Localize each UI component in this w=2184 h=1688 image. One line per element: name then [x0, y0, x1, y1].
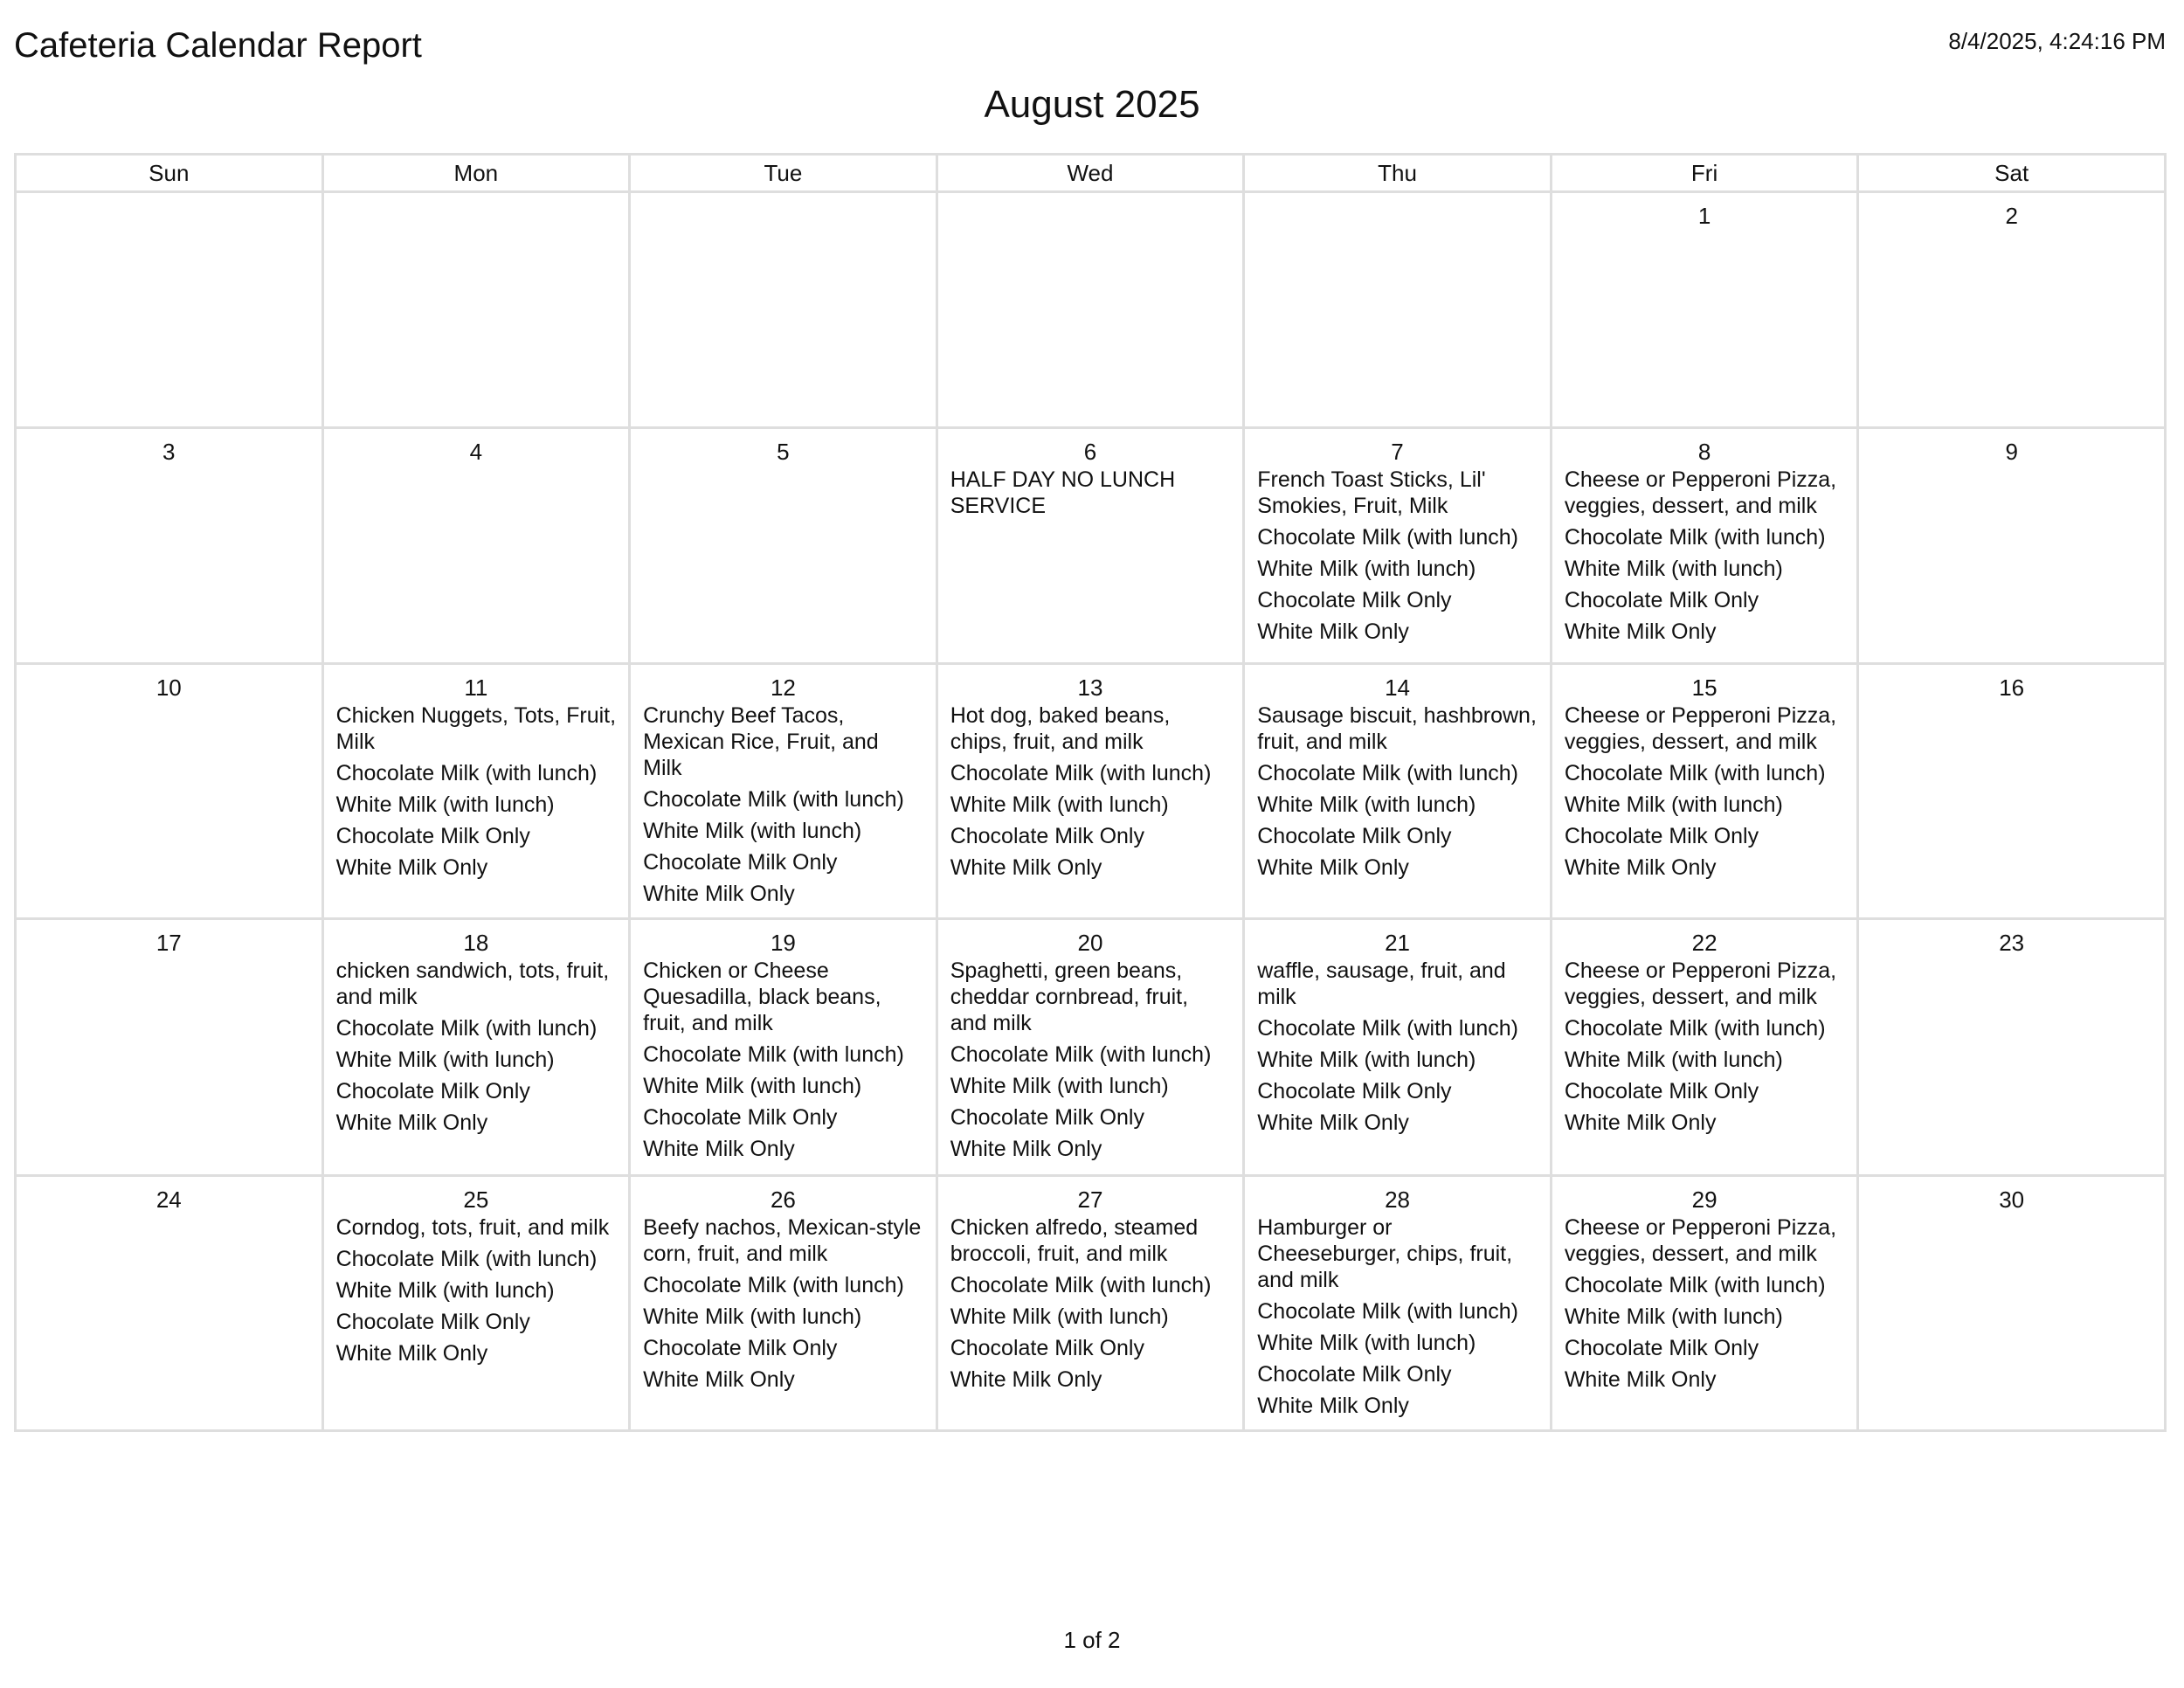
- milk-option: White Milk (with lunch): [1564, 1048, 1783, 1072]
- milk-option: Chocolate Milk Only: [1564, 588, 1759, 612]
- menu-item: Cheese or Pepperoni Pizza, veggies, dessert, and milk: [1564, 467, 1837, 518]
- day-cell: [936, 919, 1244, 1176]
- page-number: 1 of 2: [1063, 1627, 1121, 1653]
- milk-option: Chocolate Milk Only: [643, 1336, 838, 1360]
- day-cell: [1551, 664, 1858, 919]
- day-number: 18: [463, 930, 489, 956]
- milk-option: Chocolate Milk (with lunch): [643, 1042, 904, 1067]
- weekday-header-wed: Wed: [936, 155, 1244, 192]
- menu-item: Chicken Nuggets, Tots, Fruit, Milk: [335, 703, 617, 754]
- week-row: [16, 1176, 2166, 1431]
- day-cell: [16, 664, 323, 919]
- milk-option: White Milk Only: [1564, 1367, 1717, 1392]
- day-cell: [16, 192, 323, 428]
- day-number: 9: [2005, 439, 2018, 465]
- day-number: 13: [1077, 675, 1103, 701]
- milk-option: White Milk Only: [1564, 855, 1717, 880]
- menu-item: chicken sandwich, tots, fruit, and milk: [335, 958, 610, 1009]
- milk-option: White Milk Only: [643, 1137, 795, 1161]
- day-number: 26: [770, 1186, 796, 1213]
- milk-option: White Milk Only: [950, 1137, 1102, 1161]
- menu-item: Hamburger or Cheeseburger, chips, fruit, and milk: [1257, 1215, 1513, 1292]
- milk-option: Chocolate Milk (with lunch): [335, 761, 598, 785]
- milk-option: Chocolate Milk Only: [335, 1079, 530, 1103]
- milk-option: Chocolate Milk Only: [1257, 588, 1452, 612]
- menu-item: waffle, sausage, fruit, and milk: [1257, 958, 1506, 1009]
- milk-option: White Milk (with lunch): [335, 1048, 555, 1072]
- day-cell: [936, 192, 1244, 428]
- milk-option: Chocolate Milk Only: [1564, 824, 1759, 848]
- weekday-header-sun: Sun: [16, 155, 323, 192]
- milk-option: Chocolate Milk Only: [643, 850, 838, 875]
- day-cell: [1858, 192, 2166, 428]
- day-cell: [322, 919, 630, 1176]
- day-cell: [322, 192, 630, 428]
- day-number: 27: [1077, 1186, 1103, 1213]
- day-cell: [322, 428, 630, 664]
- report-timestamp: 8/4/2025, 4:24:16 PM: [1948, 28, 2166, 54]
- day-number: 7: [1391, 439, 1404, 465]
- milk-option: Chocolate Milk Only: [1257, 1362, 1452, 1387]
- day-number: 11: [464, 675, 488, 701]
- milk-option: White Milk (with lunch): [1257, 557, 1476, 581]
- menu-item: Hot dog, baked beans, chips, fruit, and milk: [950, 703, 1171, 754]
- milk-option: Chocolate Milk (with lunch): [1257, 1016, 1518, 1041]
- milk-option: White Milk Only: [1257, 1394, 1409, 1418]
- day-number: 28: [1385, 1186, 1410, 1213]
- milk-option: Chocolate Milk (with lunch): [950, 1273, 1212, 1297]
- milk-option: Chocolate Milk (with lunch): [643, 787, 904, 812]
- day-cell: [936, 1176, 1244, 1431]
- milk-option: White Milk Only: [335, 1341, 488, 1366]
- milk-option: Chocolate Milk (with lunch): [643, 1273, 904, 1297]
- day-cell: [630, 919, 937, 1176]
- milk-option: White Milk (with lunch): [335, 792, 555, 817]
- day-cell: [1244, 1176, 1552, 1431]
- menu-item: Chicken alfredo, steamed broccoli, fruit, and milk: [950, 1215, 1199, 1266]
- weekday-header-mon: Mon: [322, 155, 630, 192]
- week-row: [16, 192, 2166, 428]
- milk-option: White Milk Only: [1564, 1110, 1717, 1135]
- day-number: 2: [2005, 203, 2018, 229]
- milk-option: Chocolate Milk (with lunch): [1564, 525, 1826, 550]
- day-cell: [16, 428, 323, 664]
- day-number: 20: [1077, 930, 1103, 956]
- week-row: [16, 919, 2166, 1176]
- calendar-body: [16, 192, 2166, 1431]
- milk-option: White Milk (with lunch): [335, 1278, 555, 1303]
- calendar-grid: [14, 153, 2167, 1432]
- day-cell: [1858, 919, 2166, 1176]
- weekday-header-row: [16, 155, 2166, 192]
- milk-option: White Milk Only: [950, 855, 1102, 880]
- milk-option: Chocolate Milk Only: [950, 824, 1144, 848]
- milk-option: Chocolate Milk (with lunch): [1564, 1273, 1826, 1297]
- milk-option: White Milk Only: [950, 1367, 1102, 1392]
- menu-item: Chicken or Cheese Quesadilla, black beans, fruit, and milk: [643, 958, 881, 1035]
- day-cell: [1244, 919, 1552, 1176]
- milk-option: White Milk Only: [1257, 619, 1409, 644]
- milk-option: White Milk Only: [643, 882, 795, 906]
- milk-option: White Milk (with lunch): [1564, 792, 1783, 817]
- day-number: 30: [1999, 1186, 2025, 1213]
- day-cell: [630, 192, 937, 428]
- weekday-header-thu: Thu: [1244, 155, 1552, 192]
- weekday-header-tue: Tue: [630, 155, 937, 192]
- milk-option: White Milk Only: [1257, 855, 1409, 880]
- milk-option: White Milk Only: [335, 1110, 488, 1135]
- day-cell: [16, 1176, 323, 1431]
- day-number: 5: [777, 439, 790, 465]
- day-number: 4: [469, 439, 483, 465]
- day-cell: [1858, 664, 2166, 919]
- day-cell: [1858, 1176, 2166, 1431]
- day-number: 6: [1083, 439, 1097, 465]
- milk-option: White Milk (with lunch): [643, 819, 862, 843]
- day-number: 10: [156, 675, 182, 701]
- milk-option: Chocolate Milk (with lunch): [1564, 761, 1826, 785]
- menu-item: Sausage biscuit, hashbrown, fruit, and milk: [1257, 703, 1537, 754]
- day-cell: [630, 1176, 937, 1431]
- milk-option: White Milk Only: [1564, 619, 1717, 644]
- milk-option: White Milk (with lunch): [950, 1074, 1169, 1098]
- milk-option: Chocolate Milk (with lunch): [335, 1247, 598, 1271]
- milk-option: Chocolate Milk (with lunch): [1257, 761, 1518, 785]
- milk-option: White Milk Only: [1257, 1110, 1409, 1135]
- menu-item: HALF DAY NO LUNCH SERVICE: [950, 467, 1176, 518]
- milk-option: White Milk (with lunch): [1564, 557, 1783, 581]
- milk-option: Chocolate Milk Only: [335, 1310, 530, 1334]
- day-number: 23: [1999, 930, 2025, 956]
- weekday-header-sat: Sat: [1858, 155, 2166, 192]
- milk-option: White Milk (with lunch): [1257, 1048, 1476, 1072]
- day-cell: [630, 664, 937, 919]
- milk-option: Chocolate Milk Only: [1257, 824, 1452, 848]
- milk-option: Chocolate Milk (with lunch): [1257, 525, 1518, 550]
- menu-item: Spaghetti, green beans, cheddar cornbread, fruit, and milk: [950, 958, 1189, 1035]
- milk-option: Chocolate Milk Only: [643, 1105, 838, 1130]
- day-number: 19: [770, 930, 796, 956]
- milk-option: Chocolate Milk (with lunch): [335, 1016, 598, 1041]
- milk-option: White Milk (with lunch): [950, 792, 1169, 817]
- report-title: Cafeteria Calendar Report: [14, 26, 422, 65]
- menu-item: Beefy nachos, Mexican-style corn, fruit, and milk: [643, 1215, 922, 1266]
- day-cell: [630, 428, 937, 664]
- milk-option: White Milk (with lunch): [1564, 1304, 1783, 1329]
- day-cell: [1858, 428, 2166, 664]
- menu-item: Cheese or Pepperoni Pizza, veggies, dessert, and milk: [1564, 958, 1837, 1009]
- milk-option: Chocolate Milk (with lunch): [1257, 1299, 1518, 1324]
- day-cell: [16, 919, 323, 1176]
- day-cell: [936, 664, 1244, 919]
- milk-option: White Milk (with lunch): [643, 1074, 862, 1098]
- menu-item: Cheese or Pepperoni Pizza, veggies, dessert, and milk: [1564, 1215, 1837, 1266]
- milk-option: Chocolate Milk Only: [335, 824, 530, 848]
- milk-option: White Milk (with lunch): [1257, 1331, 1476, 1355]
- milk-option: Chocolate Milk Only: [950, 1105, 1144, 1130]
- menu-item: Crunchy Beef Tacos, Mexican Rice, Fruit, and Milk: [643, 703, 879, 780]
- day-number: 24: [156, 1186, 182, 1213]
- milk-option: Chocolate Milk Only: [1564, 1336, 1759, 1360]
- menu-item: Corndog, tots, fruit, and milk: [335, 1215, 610, 1240]
- day-number: 14: [1385, 675, 1410, 701]
- day-number: 12: [770, 675, 796, 701]
- day-number: 15: [1691, 675, 1717, 701]
- milk-option: White Milk Only: [335, 855, 488, 880]
- milk-option: White Milk (with lunch): [950, 1304, 1169, 1329]
- day-cell: [1551, 1176, 1858, 1431]
- milk-option: White Milk Only: [643, 1367, 795, 1392]
- day-number: 22: [1691, 930, 1717, 956]
- milk-option: Chocolate Milk Only: [1564, 1079, 1759, 1103]
- day-cell: [322, 1176, 630, 1431]
- day-cell: [1551, 428, 1858, 664]
- day-cell: [1551, 192, 1858, 428]
- day-number: 3: [162, 439, 176, 465]
- week-row: [16, 664, 2166, 919]
- day-number: 21: [1385, 930, 1410, 956]
- day-cell: [1244, 664, 1552, 919]
- weekday-header-fri: Fri: [1551, 155, 1858, 192]
- day-number: 29: [1691, 1186, 1717, 1213]
- menu-item: French Toast Sticks, Lil' Smokies, Fruit, Milk: [1257, 467, 1486, 518]
- day-cell: [322, 664, 630, 919]
- day-number: 17: [156, 930, 182, 956]
- milk-option: White Milk (with lunch): [643, 1304, 862, 1329]
- day-cell: [1244, 192, 1552, 428]
- milk-option: Chocolate Milk Only: [1257, 1079, 1452, 1103]
- day-number: 25: [463, 1186, 489, 1213]
- day-number: 1: [1697, 203, 1711, 229]
- menu-item: Cheese or Pepperoni Pizza, veggies, dessert, and milk: [1564, 703, 1837, 754]
- week-row: [16, 428, 2166, 664]
- milk-option: Chocolate Milk Only: [950, 1336, 1144, 1360]
- day-number: 8: [1697, 439, 1711, 465]
- day-cell: [1244, 428, 1552, 664]
- day-cell: [936, 428, 1244, 664]
- month-title: August 2025: [984, 83, 1200, 126]
- milk-option: Chocolate Milk (with lunch): [950, 1042, 1212, 1067]
- milk-option: White Milk (with lunch): [1257, 792, 1476, 817]
- milk-option: Chocolate Milk (with lunch): [950, 761, 1212, 785]
- day-number: 16: [1999, 675, 2025, 701]
- day-cell: [1551, 919, 1858, 1176]
- milk-option: Chocolate Milk (with lunch): [1564, 1016, 1826, 1041]
